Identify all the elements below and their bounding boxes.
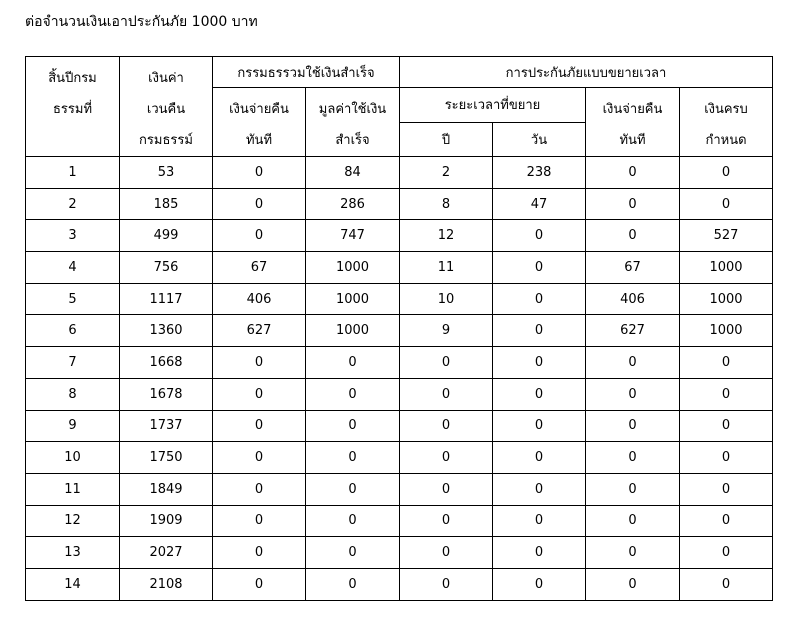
table-row	[26, 473, 773, 505]
cell-extended-cash-refund: 0	[586, 442, 680, 474]
table-row	[26, 568, 773, 600]
cell-extended-cash-refund: 0	[586, 473, 680, 505]
cell-maturity-amount: 527	[680, 220, 773, 252]
cell-extended-days: 0	[493, 473, 586, 505]
table-body	[26, 157, 773, 601]
cell-reduced-paid-up-value: 0	[306, 442, 400, 474]
cash-value-table	[25, 56, 773, 601]
cell-maturity-amount: 0	[680, 568, 773, 600]
cell-reduced-paid-up-value: 1000	[306, 252, 400, 284]
cell-extended-years: 0	[400, 537, 493, 569]
cell-policy-year: 6	[26, 315, 120, 347]
cell-maturity-amount: 0	[680, 347, 773, 379]
cell-extended-cash-refund: 406	[586, 283, 680, 315]
cell-reduced-cash-refund: 627	[213, 315, 306, 347]
cell-reduced-paid-up-value: 0	[306, 505, 400, 537]
cell-extended-cash-refund: 67	[586, 252, 680, 284]
cell-extended-cash-refund: 0	[586, 188, 680, 220]
cell-extended-years: 0	[400, 505, 493, 537]
cell-extended-cash-refund: 627	[586, 315, 680, 347]
cell-extended-years: 0	[400, 442, 493, 474]
cell-extended-years: 0	[400, 410, 493, 442]
cell-extended-years: 0	[400, 568, 493, 600]
table-row	[26, 315, 773, 347]
cell-surrender-value: 2027	[120, 537, 213, 569]
cell-maturity-amount: 0	[680, 505, 773, 537]
cell-maturity-amount: 1000	[680, 315, 773, 347]
header-reduced-cash-refund: เงินจ่ายคืน ทันที	[213, 88, 306, 157]
header-maturity-amount: เงินครบ กำหนด	[680, 88, 773, 157]
cell-extended-years: 9	[400, 315, 493, 347]
cell-maturity-amount: 1000	[680, 252, 773, 284]
cell-surrender-value: 756	[120, 252, 213, 284]
cell-extended-days: 0	[493, 220, 586, 252]
cell-policy-year: 13	[26, 537, 120, 569]
cell-reduced-paid-up-value: 0	[306, 473, 400, 505]
cell-reduced-paid-up-value: 747	[306, 220, 400, 252]
cell-extended-years: 8	[400, 188, 493, 220]
cell-maturity-amount: 0	[680, 188, 773, 220]
cell-extended-years: 0	[400, 378, 493, 410]
cell-policy-year: 5	[26, 283, 120, 315]
cell-reduced-paid-up-value: 84	[306, 157, 400, 189]
table-row	[26, 347, 773, 379]
cell-extended-days: 0	[493, 283, 586, 315]
table-row	[26, 252, 773, 284]
header-years: ปี	[400, 122, 493, 157]
cell-reduced-cash-refund: 0	[213, 537, 306, 569]
cell-reduced-paid-up-value: 0	[306, 537, 400, 569]
header-reduced-paid-up-value: มูลค่าใช้เงิน สำเร็จ	[306, 88, 400, 157]
cell-surrender-value: 1737	[120, 410, 213, 442]
cell-extended-years: 11	[400, 252, 493, 284]
table-row	[26, 157, 773, 189]
cell-reduced-cash-refund: 0	[213, 410, 306, 442]
cell-policy-year: 8	[26, 378, 120, 410]
header-extended-period: ระยะเวลาที่ขยาย	[400, 88, 586, 123]
table-row	[26, 220, 773, 252]
cell-maturity-amount: 0	[680, 537, 773, 569]
header-group-reduced-paid-up: กรรมธรรวมใช้เงินสำเร็จ	[213, 57, 400, 88]
cell-maturity-amount: 0	[680, 473, 773, 505]
cell-reduced-cash-refund: 0	[213, 568, 306, 600]
table-caption: ต่อจำนวนเงินเอาประกันภัย 1000 บาท	[25, 14, 258, 30]
cell-extended-days: 0	[493, 315, 586, 347]
cell-reduced-cash-refund: 0	[213, 442, 306, 474]
cell-surrender-value: 1750	[120, 442, 213, 474]
cell-maturity-amount: 0	[680, 410, 773, 442]
cell-extended-days: 0	[493, 410, 586, 442]
cell-reduced-cash-refund: 0	[213, 220, 306, 252]
cell-extended-cash-refund: 0	[586, 347, 680, 379]
cell-surrender-value: 53	[120, 157, 213, 189]
cell-extended-cash-refund: 0	[586, 505, 680, 537]
cell-policy-year: 3	[26, 220, 120, 252]
table-row	[26, 505, 773, 537]
cell-maturity-amount: 1000	[680, 283, 773, 315]
cell-extended-cash-refund: 0	[586, 568, 680, 600]
table-row	[26, 410, 773, 442]
cell-reduced-cash-refund: 0	[213, 473, 306, 505]
cell-extended-cash-refund: 0	[586, 410, 680, 442]
cell-policy-year: 2	[26, 188, 120, 220]
header-group-extended-term: การประกันภัยแบบขยายเวลา	[400, 57, 773, 88]
table-row	[26, 188, 773, 220]
cell-extended-days: 238	[493, 157, 586, 189]
cell-extended-cash-refund: 0	[586, 220, 680, 252]
cell-surrender-value: 1117	[120, 283, 213, 315]
table-row	[26, 537, 773, 569]
header-days: วัน	[493, 122, 586, 157]
cell-reduced-cash-refund: 0	[213, 188, 306, 220]
header-extended-cash-refund: เงินจ่ายคืน ทันที	[586, 88, 680, 157]
cell-reduced-paid-up-value: 0	[306, 378, 400, 410]
table-row	[26, 442, 773, 474]
cell-policy-year: 11	[26, 473, 120, 505]
cell-surrender-value: 499	[120, 220, 213, 252]
cell-extended-years: 12	[400, 220, 493, 252]
cell-reduced-cash-refund: 0	[213, 505, 306, 537]
cell-extended-days: 0	[493, 347, 586, 379]
header-surrender-value: เงินค่า เวนคืน กรมธรรม์	[120, 57, 213, 157]
cell-maturity-amount: 0	[680, 442, 773, 474]
cell-extended-days: 0	[493, 442, 586, 474]
cell-extended-days: 47	[493, 188, 586, 220]
table-row	[26, 283, 773, 315]
cell-extended-days: 0	[493, 252, 586, 284]
cell-policy-year: 14	[26, 568, 120, 600]
cell-extended-years: 2	[400, 157, 493, 189]
cell-extended-years: 0	[400, 347, 493, 379]
header-policy-year: สิ้นปีกรม ธรรมที่	[26, 57, 120, 157]
cell-extended-cash-refund: 0	[586, 157, 680, 189]
cell-reduced-paid-up-value: 1000	[306, 315, 400, 347]
cell-policy-year: 7	[26, 347, 120, 379]
cell-extended-cash-refund: 0	[586, 537, 680, 569]
cell-reduced-cash-refund: 406	[213, 283, 306, 315]
cell-reduced-paid-up-value: 0	[306, 410, 400, 442]
cell-surrender-value: 1678	[120, 378, 213, 410]
cell-extended-days: 0	[493, 568, 586, 600]
cell-extended-days: 0	[493, 378, 586, 410]
cell-reduced-paid-up-value: 286	[306, 188, 400, 220]
table-row	[26, 378, 773, 410]
cell-reduced-paid-up-value: 0	[306, 568, 400, 600]
cell-policy-year: 9	[26, 410, 120, 442]
cell-extended-cash-refund: 0	[586, 378, 680, 410]
cell-surrender-value: 1360	[120, 315, 213, 347]
cell-surrender-value: 2108	[120, 568, 213, 600]
cell-extended-years: 0	[400, 473, 493, 505]
cell-extended-days: 0	[493, 505, 586, 537]
cell-surrender-value: 1909	[120, 505, 213, 537]
cell-extended-years: 10	[400, 283, 493, 315]
cell-reduced-cash-refund: 67	[213, 252, 306, 284]
cell-reduced-cash-refund: 0	[213, 157, 306, 189]
cell-policy-year: 1	[26, 157, 120, 189]
cell-extended-days: 0	[493, 537, 586, 569]
cell-reduced-cash-refund: 0	[213, 378, 306, 410]
cell-policy-year: 10	[26, 442, 120, 474]
cell-maturity-amount: 0	[680, 378, 773, 410]
cell-reduced-cash-refund: 0	[213, 347, 306, 379]
cell-reduced-paid-up-value: 0	[306, 347, 400, 379]
cell-reduced-paid-up-value: 1000	[306, 283, 400, 315]
cell-surrender-value: 1668	[120, 347, 213, 379]
cell-maturity-amount: 0	[680, 157, 773, 189]
cell-surrender-value: 1849	[120, 473, 213, 505]
cell-policy-year: 4	[26, 252, 120, 284]
cell-policy-year: 12	[26, 505, 120, 537]
cell-surrender-value: 185	[120, 188, 213, 220]
